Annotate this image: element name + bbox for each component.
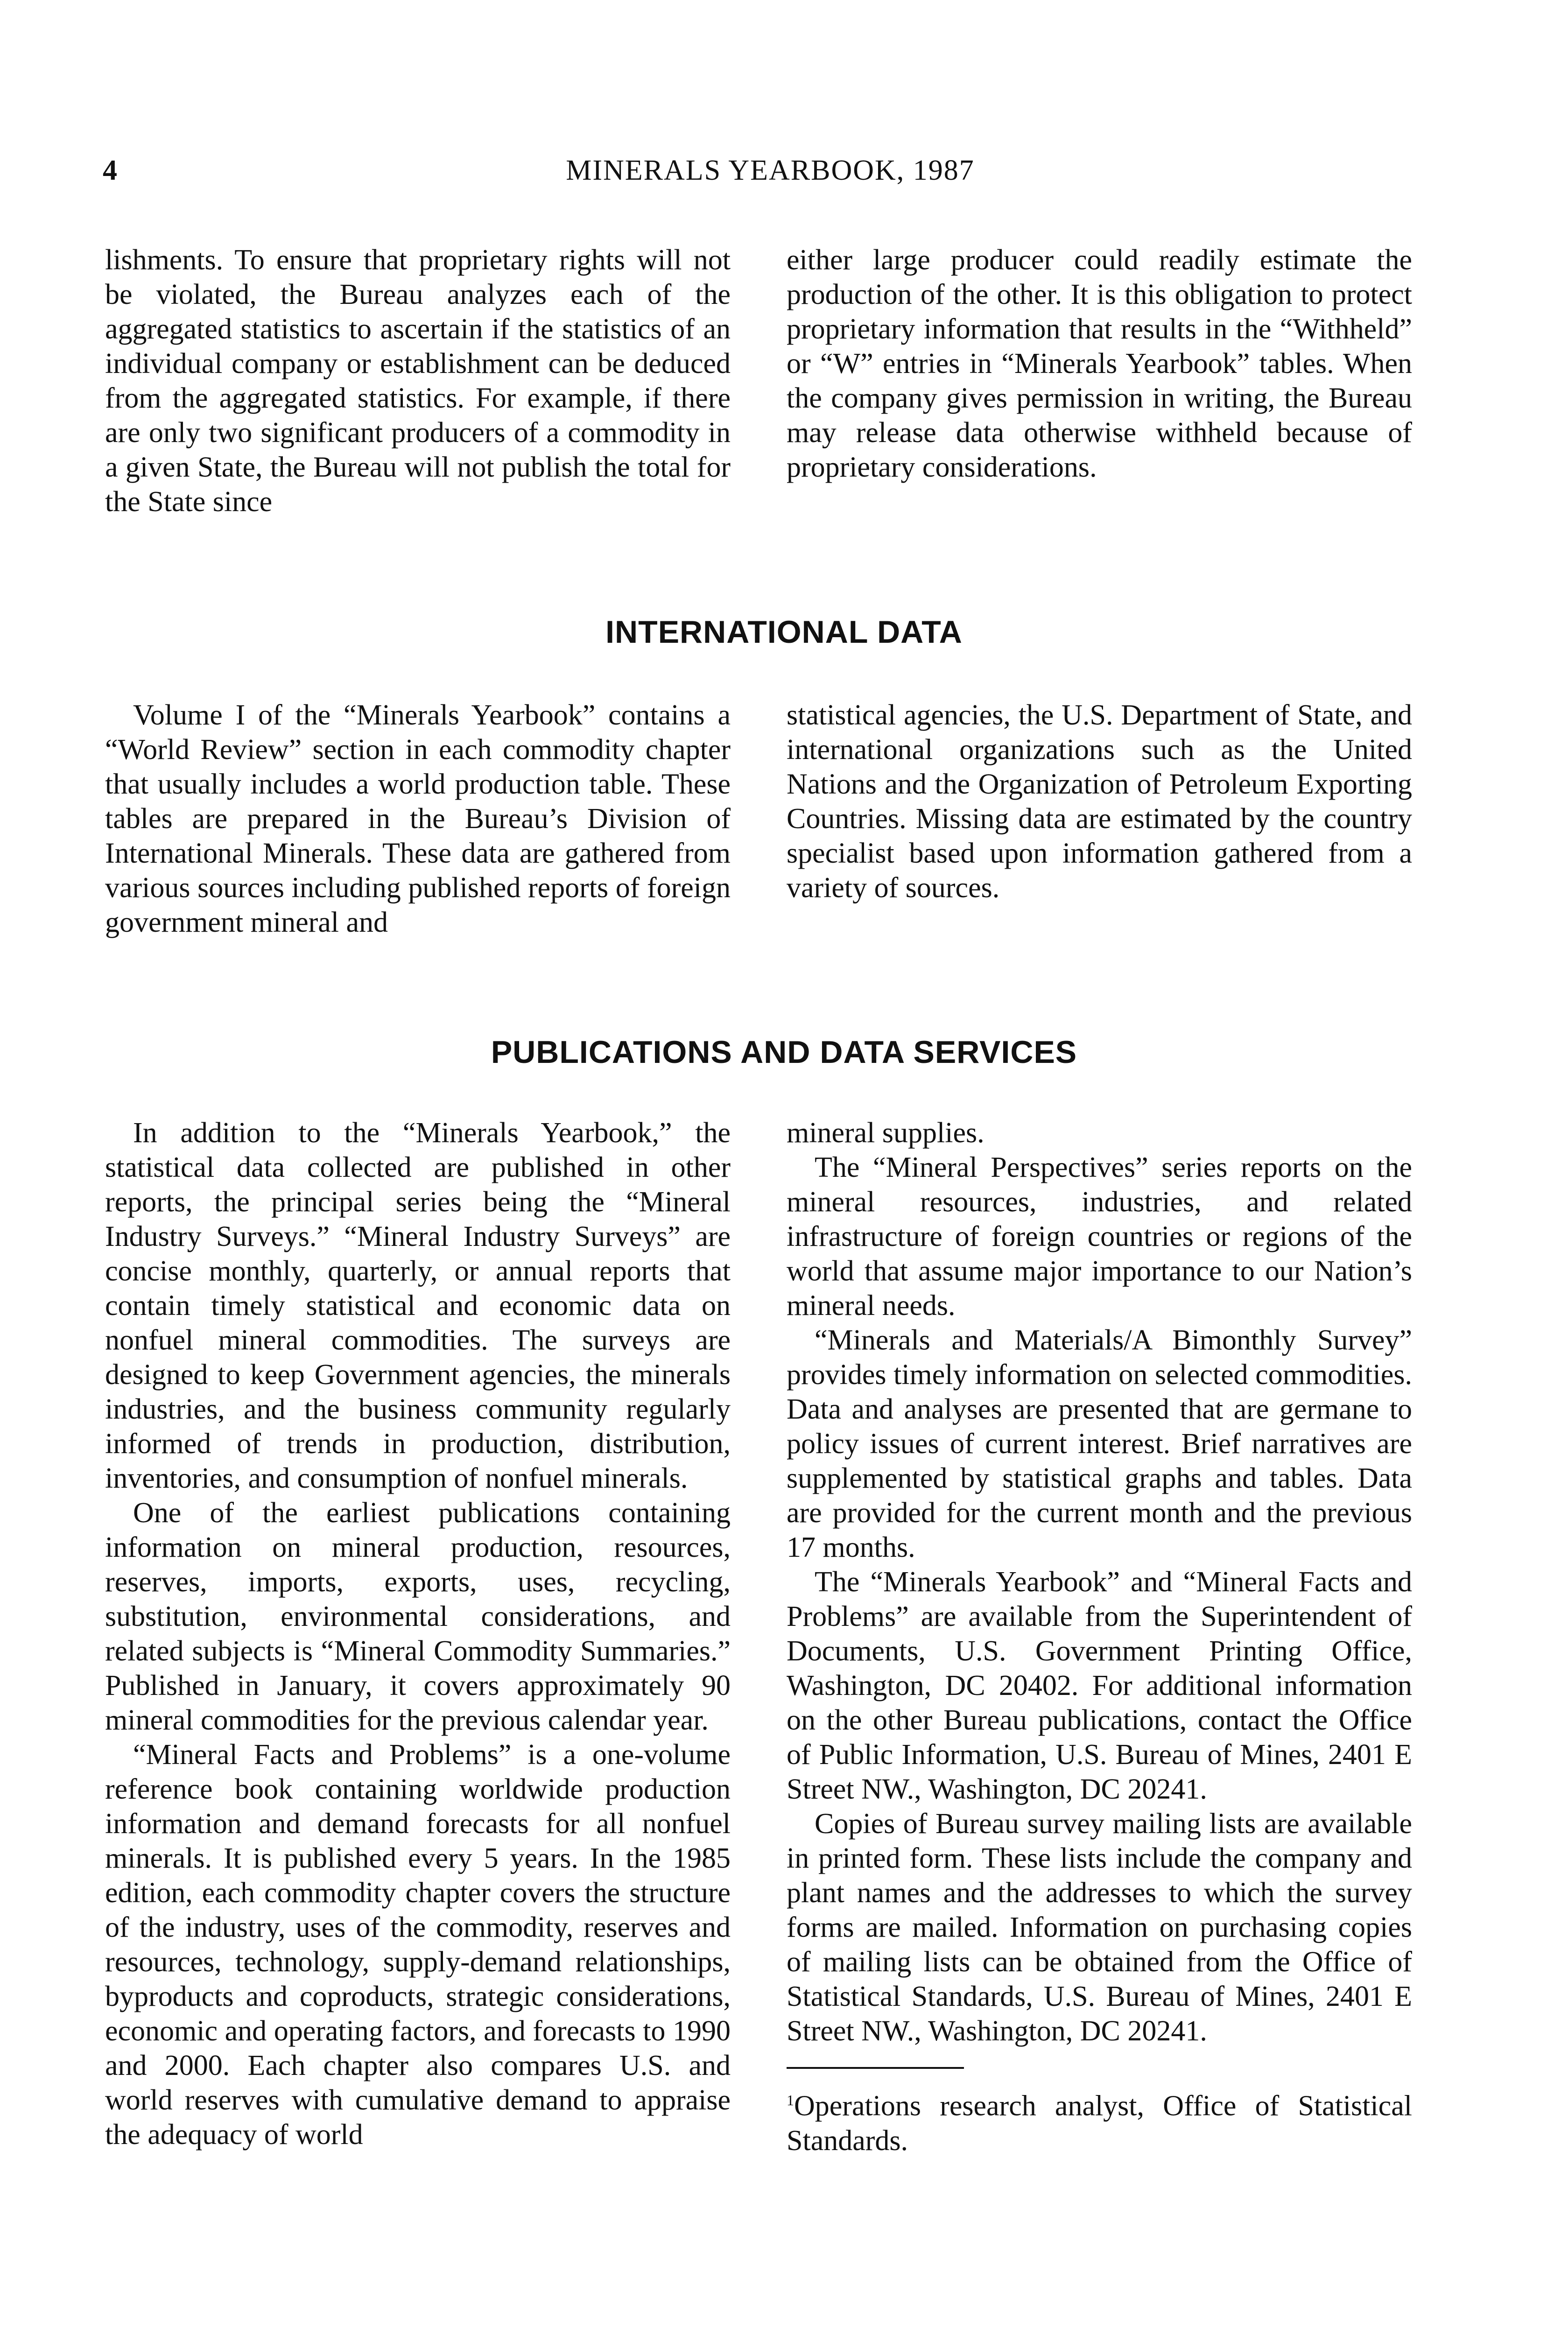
international-section [105,698,1412,940]
international-left-column [105,698,731,940]
intro-right-column [787,243,1412,519]
minerals-and-materials-paragraph: “Minerals and Materials/A Bimonthly Survey” provides timely information on selected commodities. Data and analyses are presented that are germane to policy issues of current interest. Brief narratives are supplemented by statistical graphs and tables. Data are provided for the current month and the previous 17 months. [787,1324,1412,1563]
running-title: MINERALS YEARBOOK, 1987 [566,155,975,186]
mineral-perspectives-paragraph: The “Mineral Perspectives” series reports on the mineral resources, industries, and related infrastructure of foreign countries or regions of the world that assume major importance to our Nation’s mineral needs. [787,1152,1412,1322]
footnote-text: Operations research analyst, Office of Statistical Standards. [787,2090,1412,2157]
availability-paragraph: The “Minerals Yearbook” and “Mineral Facts and Problems” are available from the Superintendent of Documents, U.S. Government Printing Office, Washington, DC 20402. For additional information on the other Bureau publications, contact the Office of Public Information, U.S. Bureau of Mines, 2401 E Street NW., Washington, DC 20241. [787,1566,1412,1805]
publications-heading: PUBLICATIONS AND DATA SERVICES [491,1034,1077,1070]
international-left-paragraph: Volume I of the “Minerals Yearbook” contains a “World Review” section in each commodity chapter that usually includes a world production table. These tables are prepared in the Bureau’s Division of International Minerals. These data are gathered from various sources including published reports of foreign government mineral and [105,699,731,938]
footnote-marker: 1 [787,2092,794,2109]
publications-left-column [105,1116,731,2158]
intro-right-paragraph: either large producer could readily estimate the production of the other. It is this obligation to protect proprietary information that results in the “Withheld” or “W” entries in “Minerals Yearbook” tables. When the company gives permission in writing, the Bureau may release data otherwise withheld because of proprietary considerations. [787,244,1412,483]
international-data-heading: INTERNATIONAL DATA [605,614,963,650]
publications-section [105,1116,1412,2158]
intro-left-column [105,243,731,519]
page-header [93,154,1447,196]
page-number: 4 [103,155,117,186]
footnote-rule [787,2067,964,2069]
footnote [787,2083,1412,2158]
commodity-summaries-paragraph: One of the earliest publications containing information on mineral production, resources, reserves, imports, exports, uses, recycling, substitution, environmental considerations, and related subjects is “Mineral Commodity Summaries.” Published in January, it covers approximately 90 mineral commodities for the previous calendar year. [105,1497,731,1736]
international-right-paragraph: statistical agencies, the U.S. Department of State, and international organizations such as the United Nations and the Organization of Petroleum Exporting Countries. Missing data are estimated by the country specialist based upon information gathered from a variety of sources. [787,699,1412,904]
mailing-lists-paragraph: Copies of Bureau survey mailing lists are available in printed form. These lists include the company and plant names and the addresses to which the survey forms are mailed. Information on purchasing copies of mailing lists can be obtained from the Office of Statistical Standards, U.S. Bureau of Mines, 2401 E Street NW., Washington, DC 20241. [787,1808,1412,2047]
mineral-supplies-continuation: mineral supplies. [787,1117,984,1149]
mineral-industry-surveys-paragraph: In addition to the “Minerals Yearbook,” the statistical data collected are published in other reports, the principal series being the “Mineral Industry Surveys.” “Mineral Industry Surveys” are concise monthly, quarterly, or annual reports that contain timely statistical and economic data on nonfuel mineral commodities. The surveys are designed to keep Government agencies, the minerals industries, and the business community regularly informed of trends in production, distribution, inventories, and consumption of nonfuel minerals. [105,1117,731,1494]
facts-and-problems-paragraph: “Mineral Facts and Problems” is a one-volume reference book containing worldwide production information and demand forecasts for all nonfuel minerals. It is published every 5 years. In the 1985 edition, each commodity chapter covers the structure of the industry, uses of the commodity, reserves and resources, technology, supply-demand relationships, byproducts and coproducts, strategic considerations, economic and operating factors, and forecasts to 1990 and 2000. Each chapter also compares U.S. and world reserves with cumulative demand to appraise the adequacy of world [105,1739,731,2151]
intro-section [105,243,1412,519]
publications-right-column [787,1116,1412,2158]
international-right-column [787,698,1412,940]
intro-left-paragraph: lishments. To ensure that proprietary rights will not be violated, the Bureau analyzes each of the aggregated statistics to ascertain if the statistics of an individual company or establishment can be deduced from the aggregated statistics. For example, if there are only two significant producers of a commodity in a given State, the Bureau will not publish the total for the State since [105,244,731,518]
